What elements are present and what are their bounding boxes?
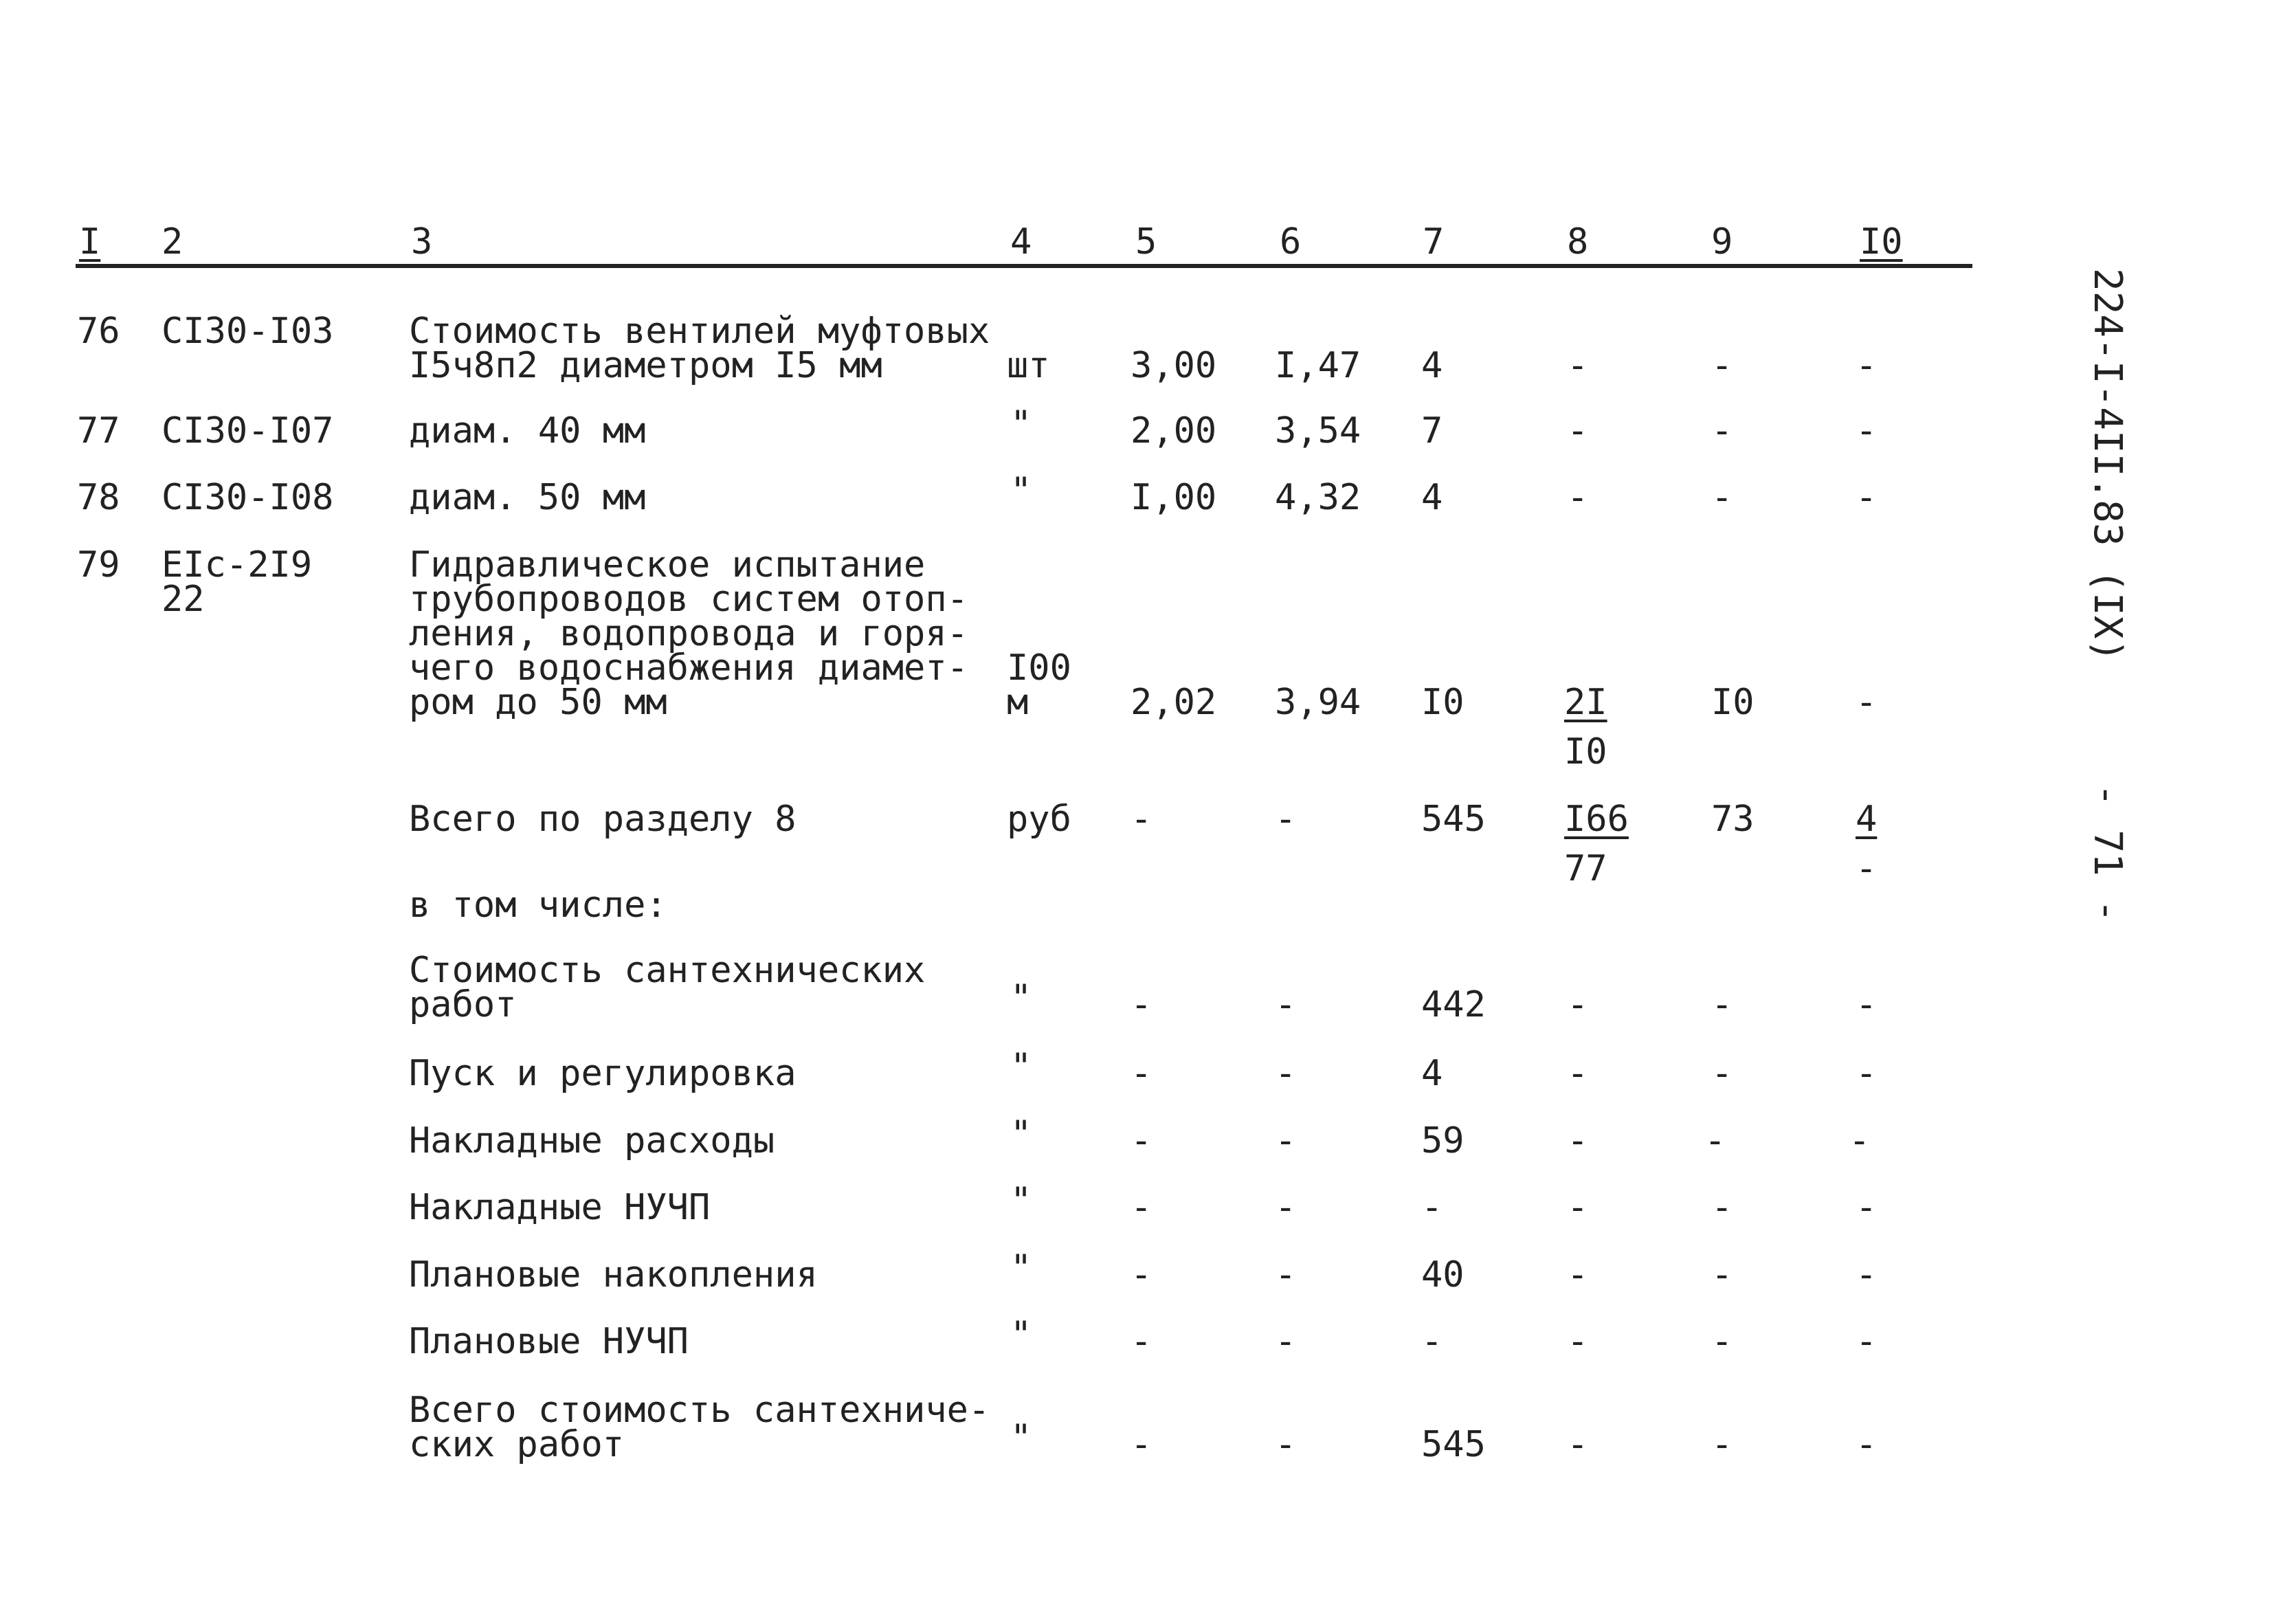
breakdown-col-7: 40 [1421, 1254, 1464, 1295]
row-unit: I00 [1007, 647, 1071, 689]
row-number: 77 [77, 410, 120, 452]
breakdown-label-line: Стоимость сантехнических [409, 950, 926, 991]
section-total-col-8-denominator: 77 [1564, 848, 1607, 889]
breakdown-col-10: - [1849, 1120, 1871, 1161]
row-description-line: I5ч8п2 диаметром I5 мм [409, 345, 882, 386]
row-description-line: ления, водопровода и горя- [409, 613, 968, 654]
row-number: 76 [77, 311, 120, 352]
breakdown-unit: " [1010, 1417, 1032, 1458]
row-col-7: I0 [1421, 682, 1464, 723]
row-col-10: - [1856, 345, 1878, 386]
section-total-col-8-numerator: I66 [1564, 799, 1629, 840]
breakdown-col-6: - [1275, 1424, 1297, 1465]
header-rule [76, 264, 1972, 268]
breakdown-unit: " [1010, 977, 1032, 1019]
breakdown-col-5: - [1131, 1254, 1152, 1295]
breakdown-col-6: - [1275, 1254, 1297, 1295]
row-col-8-numerator: 2I [1564, 682, 1607, 723]
breakdown-label-line: ских работ [409, 1424, 625, 1465]
section-total-col-6: - [1275, 799, 1297, 840]
section-total-label: Всего по разделу 8 [409, 799, 797, 840]
header-col-6: 6 [1280, 221, 1302, 263]
page-number: - 71 - [2085, 783, 2130, 923]
row-col-9: I0 [1711, 682, 1755, 723]
row-number: 79 [77, 544, 120, 586]
row-code: CI30-I03 [162, 311, 334, 352]
row-description-line: Гидравлическое испытание [409, 544, 926, 586]
breakdown-unit: " [1010, 1314, 1032, 1355]
section-total-unit: руб [1007, 799, 1071, 840]
row-col-6: 3,54 [1275, 410, 1361, 452]
breakdown-label-line: Всего стоимость сантехниче- [409, 1390, 990, 1431]
breakdown-unit: " [1010, 1247, 1032, 1289]
row-col-7: 7 [1421, 410, 1443, 452]
row-col-5: 2,00 [1131, 410, 1217, 452]
breakdown-col-10: - [1856, 1321, 1878, 1362]
breakdown-col-8: - [1567, 1187, 1589, 1228]
breakdown-col-9: - [1711, 1053, 1733, 1094]
breakdown-col-10: - [1856, 984, 1878, 1025]
section-total-col-10-denominator: - [1856, 848, 1878, 889]
row-col-8: - [1567, 345, 1589, 386]
breakdown-col-5: - [1131, 1053, 1152, 1094]
breakdown-col-7: 442 [1421, 984, 1486, 1025]
breakdown-col-9: - [1711, 1424, 1733, 1465]
row-col-8-denominator: I0 [1564, 731, 1607, 772]
row-col-10: - [1856, 410, 1878, 452]
breakdown-col-5: - [1131, 1424, 1152, 1465]
row-col-5: 3,00 [1131, 345, 1217, 386]
row-col-10: - [1856, 682, 1878, 723]
section-total-col-5: - [1131, 799, 1152, 840]
breakdown-col-5: - [1131, 1120, 1152, 1161]
breakdown-col-6: - [1275, 1187, 1297, 1228]
row-col-9: - [1711, 345, 1733, 386]
header-col-1: I [79, 221, 101, 263]
row-description-line: ром до 50 мм [409, 682, 667, 723]
breakdown-col-8: - [1567, 1053, 1589, 1094]
breakdown-col-7: 59 [1421, 1120, 1464, 1161]
row-description-line: трубопроводов систем отоп- [409, 579, 968, 620]
breakdown-col-9: - [1704, 1120, 1726, 1161]
row-col-6: 3,94 [1275, 682, 1361, 723]
header-col-8: 8 [1567, 221, 1589, 263]
row-col-9: - [1711, 410, 1733, 452]
breakdown-col-10: - [1856, 1254, 1878, 1295]
row-description-line: диам. 50 мм [409, 477, 646, 518]
breakdown-col-6: - [1275, 1053, 1297, 1094]
breakdown-col-8: - [1567, 1254, 1589, 1295]
document-code: 224-I-4II.83 (IX) [2085, 268, 2130, 663]
breakdown-col-10: - [1856, 1424, 1878, 1465]
breakdown-col-7: 545 [1421, 1424, 1486, 1465]
breakdown-col-10: - [1856, 1053, 1878, 1094]
row-unit: шт [1007, 345, 1050, 386]
breakdown-col-9: - [1711, 1254, 1733, 1295]
row-description-line: чего водоснабжения диамет- [409, 647, 968, 689]
row-code: CI30-I08 [162, 477, 334, 518]
breakdown-col-10: - [1856, 1187, 1878, 1228]
breakdown-label-line: Пуск и регулировка [409, 1053, 797, 1094]
header-col-5: 5 [1135, 221, 1157, 263]
breakdown-unit: " [1010, 1046, 1032, 1087]
row-col-6: 4,32 [1275, 477, 1361, 518]
breakdown-col-8: - [1567, 1424, 1589, 1465]
row-col-5: 2,02 [1131, 682, 1217, 723]
breakdown-col-8: - [1567, 984, 1589, 1025]
row-code: EIc-2I9 [162, 544, 313, 586]
breakdown-label-line: работ [409, 984, 517, 1025]
breakdown-label-line: Накладные расходы [409, 1120, 775, 1161]
breakdown-col-5: - [1131, 984, 1152, 1025]
section-total-col-10-numerator: 4 [1856, 799, 1878, 840]
row-col-8: - [1567, 410, 1589, 452]
breakdown-col-9: - [1711, 1187, 1733, 1228]
row-description-line: Стоимость вентилей муфтовых [409, 311, 990, 352]
breakdown-col-7: 4 [1421, 1053, 1443, 1094]
row-code-sub: 22 [162, 579, 205, 620]
row-unit: " [1010, 470, 1032, 511]
breakdown-label-line: Плановые НУЧП [409, 1321, 689, 1362]
row-col-10: - [1856, 477, 1878, 518]
row-unit-sub: м [1007, 682, 1029, 723]
including-label: в том числе: [409, 885, 667, 926]
breakdown-col-9: - [1711, 1321, 1733, 1362]
breakdown-col-8: - [1567, 1321, 1589, 1362]
breakdown-col-7: - [1421, 1321, 1443, 1362]
breakdown-col-6: - [1275, 1120, 1297, 1161]
breakdown-label-line: Накладные НУЧП [409, 1187, 711, 1228]
header-col-2: 2 [162, 221, 183, 263]
row-col-5: I,00 [1131, 477, 1217, 518]
breakdown-col-9: - [1711, 984, 1733, 1025]
row-col-9: - [1711, 477, 1733, 518]
breakdown-col-6: - [1275, 984, 1297, 1025]
breakdown-col-6: - [1275, 1321, 1297, 1362]
row-unit: " [1010, 403, 1032, 445]
header-col-7: 7 [1423, 221, 1445, 263]
breakdown-col-8: - [1567, 1120, 1589, 1161]
header-col-9: 9 [1711, 221, 1733, 263]
row-col-6: I,47 [1275, 345, 1361, 386]
header-col-3: 3 [411, 221, 433, 263]
row-col-7: 4 [1421, 477, 1443, 518]
breakdown-unit: " [1010, 1113, 1032, 1155]
row-description-line: диам. 40 мм [409, 410, 646, 452]
breakdown-col-5: - [1131, 1321, 1152, 1362]
section-total-col-7: 545 [1421, 799, 1486, 840]
row-number: 78 [77, 477, 120, 518]
header-col-10: I0 [1860, 221, 1903, 263]
breakdown-label-line: Плановые накопления [409, 1254, 818, 1295]
row-col-7: 4 [1421, 345, 1443, 386]
row-col-8: - [1567, 477, 1589, 518]
breakdown-unit: " [1010, 1180, 1032, 1221]
row-code: CI30-I07 [162, 410, 334, 452]
section-total-col-9: 73 [1711, 799, 1755, 840]
header-col-4: 4 [1010, 221, 1032, 263]
breakdown-col-7: - [1421, 1187, 1443, 1228]
breakdown-col-5: - [1131, 1187, 1152, 1228]
